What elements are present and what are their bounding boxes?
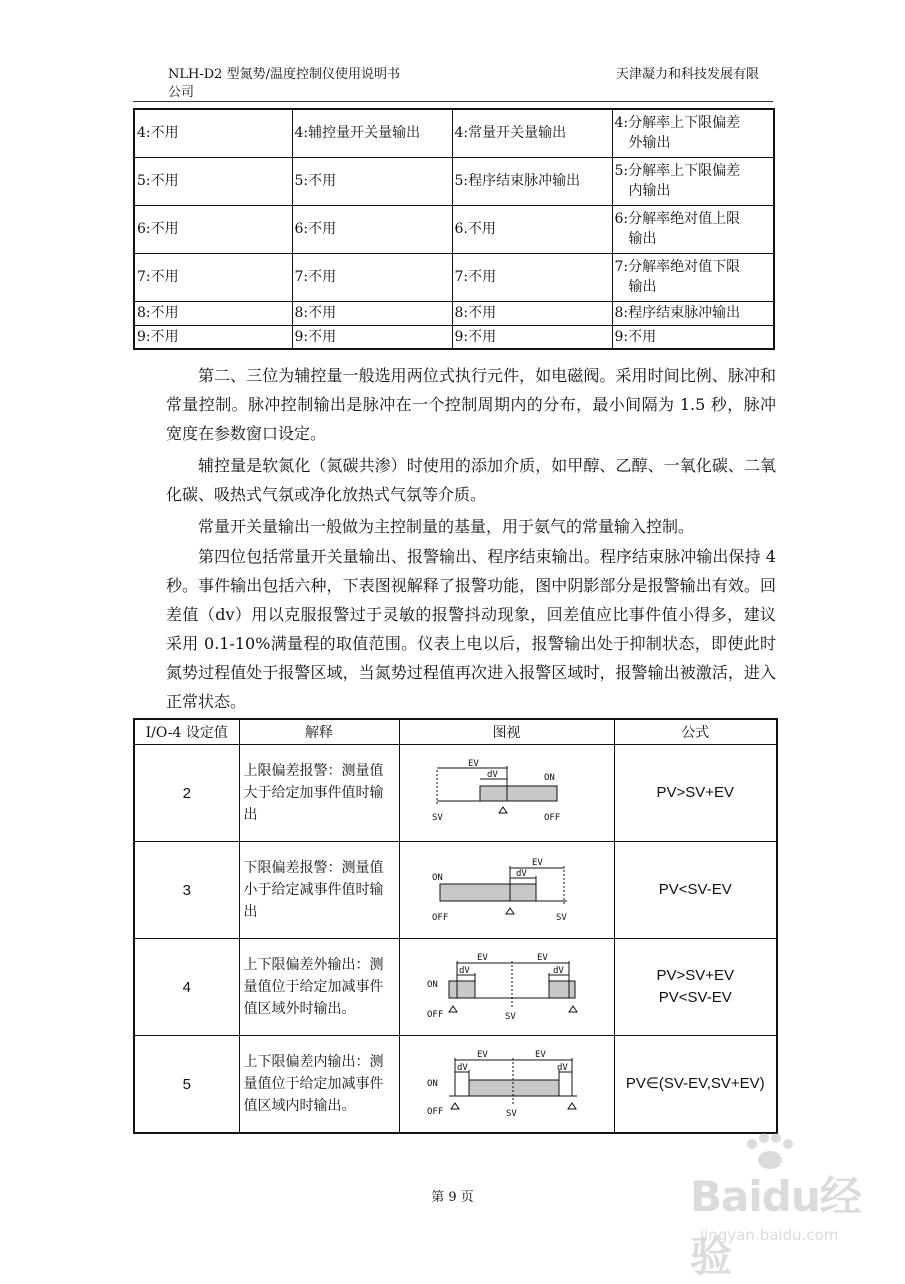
on-label: ON	[431, 873, 443, 883]
dv-label: dV	[458, 966, 470, 976]
sv-label: SV	[555, 913, 567, 923]
on-label: ON	[426, 1079, 438, 1089]
formula-cell	[614, 939, 777, 1036]
table-cell: 7:不用	[134, 253, 292, 301]
pv-marker-icon	[569, 1006, 577, 1012]
table-cell	[612, 109, 774, 157]
cell-line: 7:分解率绝对值下限	[614, 259, 741, 275]
table-row	[134, 842, 777, 939]
page-number: 第 9 页	[431, 1190, 474, 1205]
dv-label: dV	[556, 1063, 568, 1073]
cell-line: 6:分解率绝对值上限	[614, 211, 741, 227]
ev-label: EV	[467, 759, 479, 769]
dv-label: dV	[552, 966, 564, 976]
paragraph-aux-output: 第二、三位为辅控量一般选用两位式执行元件，如电磁阀。采用时间比例、脉冲和常量控制。脉冲控制输出是脉冲在一个控制周期内的分布，最小间隔为 1.5 秒，脉冲宽度在参数窗口设定。	[166, 366, 776, 443]
formula-line: PV>SV+EV	[656, 784, 735, 801]
table-row	[134, 157, 774, 205]
table-cell: 7:不用	[292, 253, 452, 301]
header-title-line1: NLH-D2 型氮势/温度控制仪使用说明书	[168, 67, 400, 82]
formula-cell	[614, 745, 777, 842]
table-cell: 4:不用	[134, 109, 292, 157]
formula-cell	[614, 1036, 777, 1134]
off-label: OFF	[543, 813, 560, 823]
io-options-table	[133, 108, 775, 350]
sv-label: SV	[504, 1012, 516, 1022]
baidu-watermark	[690, 1150, 870, 1281]
table-cell: 9:不用	[452, 325, 612, 349]
header-setting: I/O-4 设定值	[134, 719, 239, 745]
pv-marker-icon	[499, 807, 507, 813]
pv-marker-icon	[506, 908, 514, 914]
table-cell: 9:不用	[612, 325, 774, 349]
table-cell: 8:程序结束脉冲输出	[612, 301, 774, 325]
pv-marker-icon	[451, 1103, 459, 1109]
sv-label: SV	[431, 813, 443, 823]
table-cell	[612, 157, 774, 205]
watermark-url: jingyan.baidu.com	[700, 1226, 839, 1244]
formula-line: PV<SV-EV	[658, 881, 732, 898]
alarm-table	[133, 718, 778, 1134]
explanation-text: 下限偏差报警：测量值小于给定减事件值时输出	[239, 842, 399, 939]
table-cell: 6:不用	[292, 205, 452, 253]
alarm-shade	[440, 884, 536, 901]
off-label: OFF	[426, 1107, 443, 1117]
explanation-text: 上限偏差报警：测量值大于给定加事件值时输出	[239, 745, 399, 842]
inside-band-diagram	[427, 1048, 587, 1120]
upper-deviation-diagram	[432, 758, 582, 828]
header-explanation: 解释	[239, 719, 399, 745]
table-cell: 9:不用	[134, 325, 292, 349]
table-cell: 8:不用	[452, 301, 612, 325]
diagram-cell	[399, 842, 614, 939]
explanation-text: 上下限偏差外输出：测量值位于给定加减事件值区域外时输出。	[239, 939, 399, 1036]
diagram-cell	[399, 745, 614, 842]
table-row	[134, 745, 777, 842]
cell-line: 5:分解率上下限偏差	[614, 163, 741, 179]
formula-line: PV∈(SV-EV,SV+EV)	[625, 1075, 765, 1092]
outside-band-diagram	[427, 951, 587, 1023]
alarm-shade	[549, 981, 575, 998]
paragraph-constant-output: 常量开关量输出一般做为主控制量的基量，用于氨气的常量输入控制。	[198, 517, 695, 536]
formula-line: PV<SV-EV	[658, 989, 732, 1006]
ev-label: EV	[476, 953, 488, 963]
table-cell: 5:不用	[292, 157, 452, 205]
header-diagram: 图视	[399, 719, 614, 745]
pv-marker-icon	[449, 1006, 457, 1012]
table-header-row	[134, 719, 777, 745]
header-divider	[133, 101, 773, 102]
table-cell: 7:不用	[452, 253, 612, 301]
table-cell: 6:不用	[134, 205, 292, 253]
setting-value: 4	[134, 939, 239, 1036]
cell-line: 输出	[628, 231, 657, 247]
setting-value: 3	[134, 842, 239, 939]
paragraph-alarm-description: 第四位包括常量开关量输出、报警输出、程序结束输出。程序结束脉冲输出保持 4 秒。事件输出包括六种，下表图视解释了报警功能，图中阴影部分是报警输出有效。回差值（dv）用以克服报警过于灵敏的报警抖动现象，回差值应比事件值小得多，建议采用 0.1-10%满量程的取值范围。仪表上电以后，报警输出处于抑制状态，即使此时氮势过程值处于报警区域，当氮势过程值再次进入报警区域时，报警输出被激活，进入正常状态。	[166, 547, 776, 711]
table-cell: 5:不用	[134, 157, 292, 205]
table-row	[134, 1036, 777, 1134]
on-label: ON	[426, 980, 438, 990]
formula-cell	[614, 842, 777, 939]
formula-line: PV>SV+EV	[656, 967, 735, 984]
table-row	[134, 939, 777, 1036]
lower-deviation-diagram	[432, 854, 582, 926]
cell-line: 输出	[628, 279, 657, 295]
table-cell: 5:程序结束脉冲输出	[452, 157, 612, 205]
table-cell: 4:常量开关量输出	[452, 109, 612, 157]
alarm-shade	[469, 1080, 559, 1096]
alarm-shade	[449, 981, 475, 998]
off-label: OFF	[431, 913, 448, 923]
ev-label: EV	[531, 858, 543, 868]
table-cell: 4:辅控量开关量输出	[292, 109, 452, 157]
table-cell	[612, 205, 774, 253]
diagram-cell	[399, 1036, 614, 1134]
table-cell: 8:不用	[134, 301, 292, 325]
paragraph-aux-medium: 辅控量是软氮化（氮碳共渗）时使用的添加介质，如甲醇、乙醇、一氧化碳、二氧化碳、吸热式气氛或净化放热式气氛等介质。	[166, 456, 776, 504]
cell-line: 外输出	[628, 135, 671, 152]
table-cell: 8:不用	[292, 301, 452, 325]
header-title-line2: 公司	[168, 85, 195, 100]
table-row	[134, 325, 774, 349]
header-company: 天津凝力和科技发展有限	[616, 67, 760, 82]
setting-value: 5	[134, 1036, 239, 1134]
off-label: OFF	[426, 1010, 443, 1020]
dv-label: dV	[486, 770, 498, 780]
table-cell: 9:不用	[292, 325, 452, 349]
on-label: ON	[543, 773, 555, 783]
dv-label: dV	[515, 869, 527, 879]
sv-label: SV	[505, 1109, 517, 1119]
diagram-cell	[399, 939, 614, 1036]
table-cell: 6.不用	[452, 205, 612, 253]
dv-label: dV	[456, 1063, 468, 1073]
table-row	[134, 205, 774, 253]
header-formula: 公式	[614, 719, 777, 745]
alarm-shade	[480, 786, 557, 801]
table-row	[134, 253, 774, 301]
watermark-brand: Baidu经验	[690, 1172, 861, 1281]
header-doc-title	[168, 66, 428, 102]
table-cell	[612, 253, 774, 301]
explanation-text: 上下限偏差内输出：测量值位于给定加减事件值区域内时输出。	[239, 1036, 399, 1134]
cell-line: 内输出	[628, 183, 671, 199]
ev-label: EV	[536, 953, 548, 963]
ev-label: EV	[476, 1050, 488, 1060]
table-row	[134, 301, 774, 325]
pv-marker-icon	[568, 1103, 576, 1109]
ev-label: EV	[534, 1050, 546, 1060]
setting-value: 2	[134, 745, 239, 842]
table-row	[134, 109, 774, 157]
cell-line: 4:分解率上下限偏差	[614, 115, 741, 132]
